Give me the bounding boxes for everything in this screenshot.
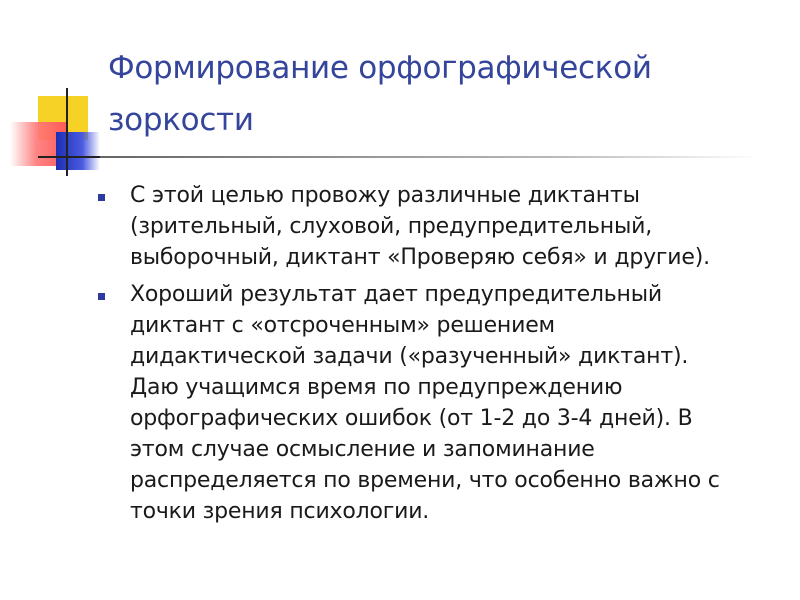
slide-title: Формирование орфографической зоркости: [108, 50, 652, 138]
blue-square-decoration: [56, 132, 100, 170]
bullet-text: С этой целью провожу различные диктанты (зрительный, слуховой, предупредительный, выборочный, диктант «Проверяю себя» и другие).: [130, 183, 710, 270]
horizontal-line-decoration: [38, 156, 102, 158]
bullet-item-1: [98, 180, 778, 273]
title-underline: [100, 156, 760, 158]
bullet-list: [98, 180, 778, 533]
vertical-line-decoration: [66, 88, 68, 176]
bullet-item-2: [98, 279, 778, 527]
decorative-squares-logo: [0, 0, 110, 190]
bullet-square-icon: [98, 194, 105, 201]
bullet-square-icon: [98, 293, 105, 300]
bullet-text: Хороший результат дает предупредительный диктант с «отсроченным» решением дидактической задачи («разученный» диктант). Даю учащимся время по предупреждению орфографических ошибок (от 1-2 до 3-4 дней). В этом случае осмысление и запоминание распределяется по времени, что особенно важно с точки зрения психологии.: [130, 282, 720, 524]
